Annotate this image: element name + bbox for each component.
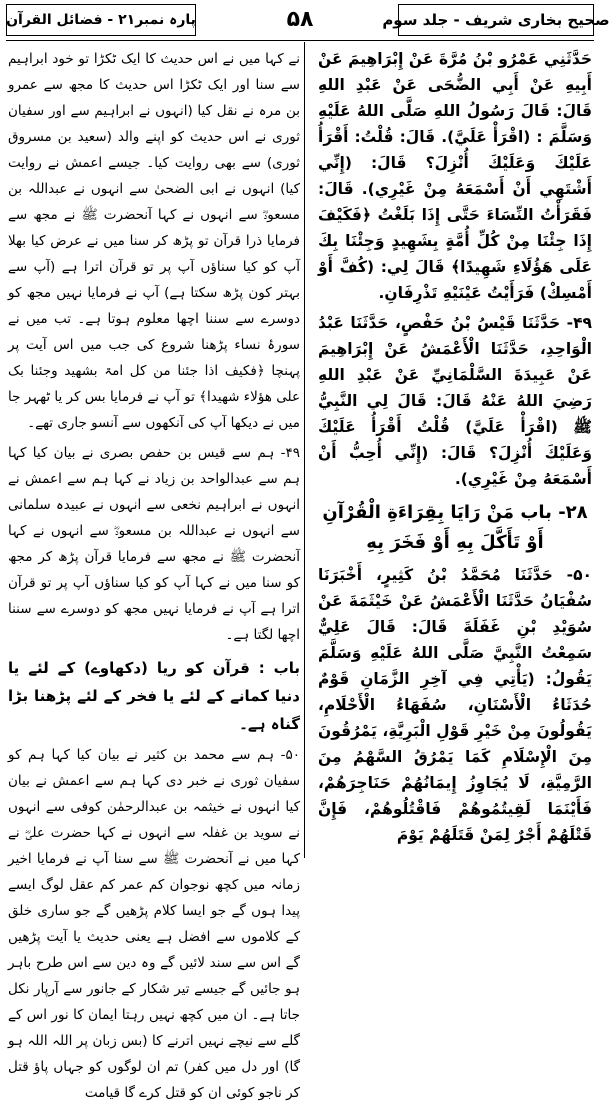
urdu-hadith-48: نے کہا میں نے اس حدیث کا ایک ٹکڑا تو خود ابراہیم سے سنا اور ایک ٹکڑا اس حدیث کا مجھ سے عمرو بن مرہ نے نقل کیا (انہوں نے ابراہیم سے اور سفیان ثوری نے اس حدیث کو اپنے والد (سعید بن مسروق ثوری) سے بھی روایت کیا۔ جیسے اعمش نے روایت کیا) انہوں نے ابی الضحیٰ سے انہوں نے عبداللہ بن مسعودؓ سے انہوں نے کہا آنحضرت ﷺ نے مجھ سے فرمایا ذرا قرآن تو پڑھ کر سنا میں نے عرض کیا بھلا آپ کو کیا سناؤں آپ پر تو قرآن اترا ہے (آپ سے بہتر کون پڑھ سکتا ہے) آپ نے فرمایا نہیں مجھ کو دوسرے سے سننا اچھا معلوم ہوتا ہے۔ تب میں نے سورۂ نساء پڑھنا شروع کی جب میں اس آیت پر پہنچا ﴿فکیف اذا جئنا من کل امۃ بشھید وجئنا بک علی ھؤلاء شھیدا﴾ تو آپ نے فرمایا بس کر یا ٹھہر جا میں نے دیکھا آپ کی آنکھوں سے آنسو جاری تھے۔ bbox=[8, 51, 300, 431]
arabic-column bbox=[318, 46, 592, 858]
chapter-title-box bbox=[6, 4, 196, 36]
header-divider bbox=[6, 40, 594, 41]
book-title-box bbox=[382, 4, 610, 36]
urdu-hadith-50: ۵۰- ہم سے محمد بن کثیر نے بیان کیا کہا ہم کو سفیان ثوری نے خبر دی کہا ہم سے اعمش نے بیان کیا انہوں نے خیثمہ بن عبدالرحمٰن کوفی سے انہوں نے سوید بن غفلہ سے انہوں نے کہا حضرت علیؓ نے کہا میں نے آنحضرت ﷺ سے سنا آپ نے فرمایا اخیر زمانہ میں کچھ نوجوان کم عمر کم عقل لوگ ایسے پیدا ہوں گے جو ایسا کلام پڑھیں گے جو ساری خلق کے کلاموں سے افضل ہے یعنی حدیث یا آیت پڑھیں گے اس سے سند لائیں گے وہ دین سے اس طرح باہر ہو جائیں گے جیسے تیر شکار کے جانور سے آرپار نکل جاتا ہے۔ ان میں کچھ نہیں رہتا ایمان کا نور اس کے گلے سے نیچے نہیں اترنے کا (بس زبان پر اللہ اللہ ہو گا) اور دل میں کفر) تم ان لوگوں کو جہاں پاؤ قتل کر ناجو کوئی ان کو قتل کرے گا قیامت bbox=[8, 747, 300, 1101]
arabic-hadith-50: ۵۰- حَدَّثَنَا مُحَمَّدُ بْنُ كَثِيرٍ، أَخْبَرَنَا سُفْيَانُ حَدَّثَنَا الْأَعْمَشُ عَنْ خَيْثَمَةَ عَنْ سُوَيْدِ بْنِ غَفَلَةَ قَالَ: قَالَ عَلِيٌّ سَمِعْتُ النَّبِيَّ صَلَّى اللهُ عَلَيْهِ وَسَلَّمَ يَقُولُ: (يَأْتِي فِي آخِرِ الزَّمَانِ قَوْمٌ حُدَثَاءُ الْأَسْنَانِ، سُفَهَاءُ الْأَحْلَامِ، يَقُولُونَ مِنْ خَيْرِ قَوْلِ الْبَرِيَّةِ، يَمْرُقُونَ مِنَ الْإِسْلَامِ كَمَا يَمْرُقُ السَّهْمُ مِنَ الرَّمِيَّةِ، لَا يُجَاوِزُ إِيمَانُهُمْ حَنَاجِرَهُمْ، فَأَيْنَمَا لَقِيتُمُوهُمْ فَاقْتُلُوهُمْ، فَإِنَّ قَتْلَهُمْ أَجْرٌ لِمَنْ قَتَلَهُمْ يَوْمَ bbox=[318, 566, 592, 844]
arabic-hadith-48: حَدَّثَنِي عَمْرُو بْنُ مُرَّةَ عَنْ إِبْرَاهِيمَ عَنْ أَبِيهِ عَنْ أَبِي الضُّحَى عَنْ عَبْدِ اللهِ قَالَ: قَالَ رَسُولُ اللهِ صَلَّى اللهُ عَلَيْهِ وَسَلَّمَ : (اقْرَأْ عَلَيَّ). قَالَ: قُلْتُ: أَقْرَأُ عَلَيْكَ وَعَلَيْكَ أُنْزِلَ؟ قَالَ: (إِنِّي أَشْتَهِي أَنْ أَسْمَعَهُ مِنْ غَيْرِي). قَالَ: فَقَرَأْتُ النِّسَاءَ حَتَّى إِذَا بَلَغْتُ ﴿فَكَيْفَ إِذَا جِئْنَا مِنْ كُلِّ أُمَّةٍ بِشَهِيدٍ وَجِئْنَا بِكَ عَلَى هَؤُلَاءِ شَهِيدًا﴾ قَالَ لِي: (كُفَّ أَوْ أَمْسِكْ) فَرَأَيْتُ عَيْنَيْهِ تَذْرِفَانِ. bbox=[318, 50, 592, 302]
page-header bbox=[6, 4, 610, 40]
column-divider bbox=[304, 42, 305, 858]
chapter-title: پارہ نمبر۲۱ - فضائل القرآن bbox=[6, 12, 196, 28]
arabic-hadith-49: ۴۹- حَدَّثَنَا قَيْسُ بْنُ حَفْصٍ، حَدَّثَنَا عَبْدُ الْوَاحِدِ، حَدَّثَنَا الْأَعْمَشُ عَنْ إِبْرَاهِيمَ عَنْ عَبِيدَةَ السَّلْمَانِيِّ عَنْ عَبْدِ اللهِ رَضِيَ اللهُ عَنْهُ قَالَ: قَالَ لِي النَّبِيُّ ﷺ (اقْرَأْ عَلَيَّ) قُلْتُ أَقْرَأُ عَلَيْكَ وَعَلَيْكَ أُنْزِلَ؟ قَالَ: (إِنِّي أُحِبُّ أَنْ أَسْمَعَهُ مِنْ غَيْرِي). bbox=[318, 314, 592, 488]
arabic-chapter-heading: ۲۸- باب مَنْ رَايَا بِقِرَاءَةِ الْقُرْآنِ أَوْ تَأَكَّلَ بِهِ أَوْ فَخَرَ بِهِ bbox=[322, 502, 588, 553]
urdu-column bbox=[8, 46, 300, 1101]
urdu-chapter-heading: باب : قرآن کو ریا (دکھاوے) کے لئے یا دنیا کمانے کے لئے یا فخر کے لئے پڑھنا بڑا گناہ ہے۔ bbox=[8, 659, 300, 733]
urdu-hadith-49: ۴۹- ہم سے قیس بن حفص بصری نے بیان کیا کہا ہم سے عبدالواحد بن زیاد نے کہا ہم سے اعمش نے انہوں نے ابراہیم نخعی سے انہوں نے عبیدہ سلمانی سے انہوں نے عبداللہ بن مسعودؓ سے انہوں نے کہا آنحضرت ﷺ نے مجھ سے فرمایا قرآن پڑھ کر مجھ کو سنا میں نے کہا آپ کو کیا سناؤں آپ پر تو قرآن اترا ہے آپ نے فرمایا نہیں مجھ کو دوسرے سے سننا اچھا لگتا ہے۔ bbox=[8, 445, 300, 643]
page-number: ۵۸ bbox=[286, 7, 314, 32]
book-title: صحیح بخاری شریف - جلد سوم bbox=[382, 11, 610, 29]
